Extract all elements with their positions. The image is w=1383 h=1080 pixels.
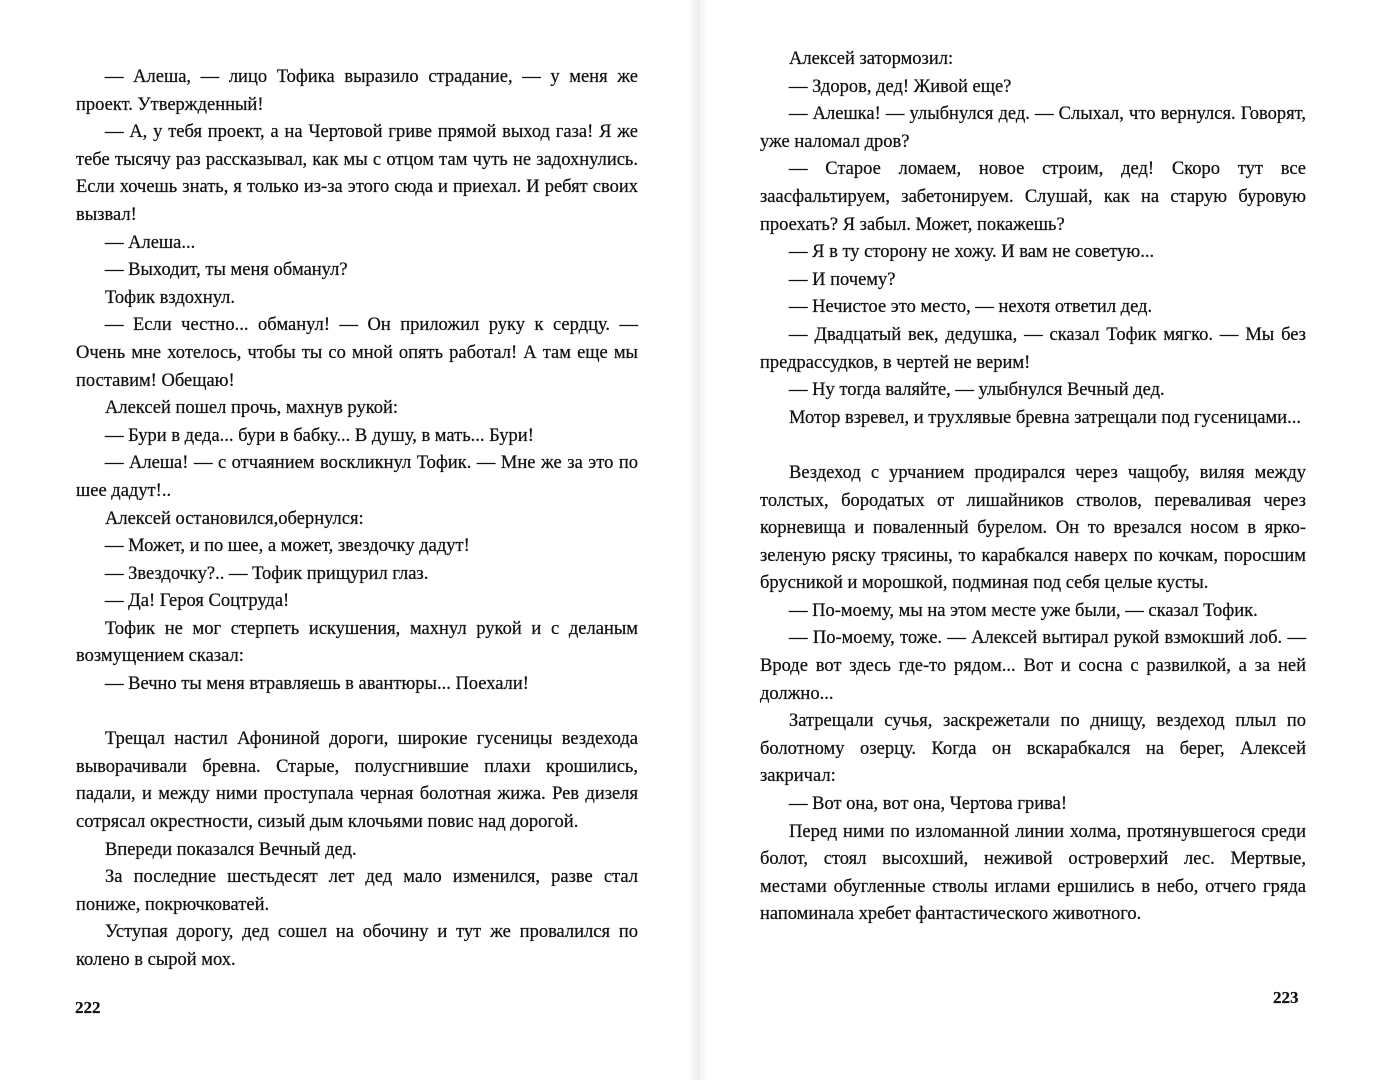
paragraph: — А, у тебя проект, а на Чертовой гриве прямой выход газа! Я же тебе тысячу раз рассказывал, как мы с отцом там чуть не задохнулись. Если хочешь знать, я только из-за этого сюда и приехал. И ребят своих вызвал! <box>76 122 638 225</box>
right-page-number: 223 <box>1273 988 1299 1007</box>
paragraph: — По-моему, тоже. — Алексей вытирал рукой взмокший лоб. — Вроде вот здесь где-то рядом... Вот и сосна с развилкой, а за ней должно... <box>760 628 1306 704</box>
paragraph: Тофик вздохнул. <box>105 287 236 308</box>
paragraph: — Нечистое это место, — нехотя ответил дед. <box>789 297 1153 318</box>
paragraph: — Алеша! — с отчаянием воскликнул Тофик. — Мне же за это по шее дадут!.. <box>76 453 638 501</box>
paragraph: — Вот она, вот она, Чертова грива! <box>789 794 1067 815</box>
right-page-text <box>760 46 1306 929</box>
paragraph: — Бури в деда... бури в бабку... В душу, в мать... Бури! <box>105 425 534 446</box>
paragraph: — Ну тогда валяйте, — улыбнулся Вечный дед. <box>789 380 1165 401</box>
paragraph: — Алешка! — улыбнулся дед. — Слыхал, что вернулся. Говорят, уже наломал дров? <box>760 104 1306 152</box>
paragraph: — Двадцатый век, дедушка, — сказал Тофик мягко. — Мы без предрассудков, в чертей не верим! <box>760 324 1306 373</box>
paragraph: — Здоров, дед! Живой еще? <box>789 76 1012 97</box>
paragraph: За последние шестьдесят лет дед мало изменился, разве стал пониже, покрючковатей. <box>76 867 638 915</box>
paragraph: Алексей пошел прочь, махнув рукой: <box>105 398 399 419</box>
paragraph: Впереди показался Вечный дед. <box>105 839 357 860</box>
paragraph: — По-моему, мы на этом месте уже были, — сказал Тофик. <box>789 600 1258 621</box>
paragraph: Затрещали сучья, заскрежетали по днищу, вездеход плыл по болотному озерцу. Когда он вскарабкался на берег, Алексей закричал: <box>760 711 1306 787</box>
paragraph: — Выходит, ты меня обманул? <box>105 260 348 281</box>
paragraph: — Алеша... <box>105 232 196 253</box>
left-page <box>0 0 688 1080</box>
paragraph: — Я в ту сторону не хожу. И вам не советую... <box>789 242 1155 263</box>
paragraph: Уступая дорогу, дед сошел на обочину и тут же провалился по колено в сырой мох. <box>76 922 638 970</box>
paragraph: — Алеша, — лицо Тофика выразило страдание, — у меня же проект. Утвержденный! <box>76 67 638 115</box>
paragraph: Тофик не мог стерпеть искушения, махнул рукой и с деланым возмущением сказал: <box>76 618 638 667</box>
paragraph: — Старое ломаем, новое строим, дед! Скоро тут все заасфальтируем, забетонируем. Слушай, как на старую буровую проехать? Я забыл. Может, покажешь? <box>760 159 1306 235</box>
paragraph: — И почему? <box>789 269 896 290</box>
paragraph: Перед ними по изломанной линии холма, протянувшегося среди болот, стоял высохший, неживой островерхий лес. Мертвые, местами обугленные стволы иглами ершились в небо, отчего гряда напоминала хребет фантастического животного. <box>760 821 1306 925</box>
paragraph: Мотор взревел, и трухлявые бревна затрещали под гусеницами... <box>789 407 1301 428</box>
paragraph: — Может, и по шее, а может, звездочку дадут! <box>105 536 470 557</box>
left-page-text <box>76 64 638 975</box>
right-page <box>708 0 1383 1080</box>
paragraph: — Вечно ты меня втравляешь в авантюры... Поехали! <box>105 674 529 695</box>
paragraph: Алексей затормозил: <box>789 49 954 69</box>
paragraph: Вездеход с урчанием продирался через чащобу, виляя между толстых, бородатых от лишайников стволов, переваливая через корневища и поваленный бурелом. Он то врезался носом в ярко-зеленую ряску трясины, то карабкался наверх по кочкам, поросшим брусникой и морошкой, подминая под себя целые кусты. <box>760 462 1306 594</box>
paragraph: — Да! Героя Соцтруда! <box>105 591 290 612</box>
book-gutter <box>688 0 708 1080</box>
paragraph: — Если честно... обманул! — Он приложил руку к сердцу. — Очень мне хотелось, чтобы ты со мной опять работал! А там еще мы поставим! Обещаю! <box>76 315 638 391</box>
paragraph: Трещал настил Афониной дороги, широкие гусеницы вездехода выворачивали бревна. Старые, полусгнившие плахи крошились, падали, и между ними проступала черная болотная жижа. Рев дизеля сотрясал окрестности, сизый дым клочьями повис над дорогой. <box>76 729 638 833</box>
left-page-number: 222 <box>75 998 101 1017</box>
paragraph: Алексей остановился,обернулся: <box>105 508 364 529</box>
paragraph: — Звездочку?.. — Тофик прищурил глаз. <box>105 563 429 584</box>
